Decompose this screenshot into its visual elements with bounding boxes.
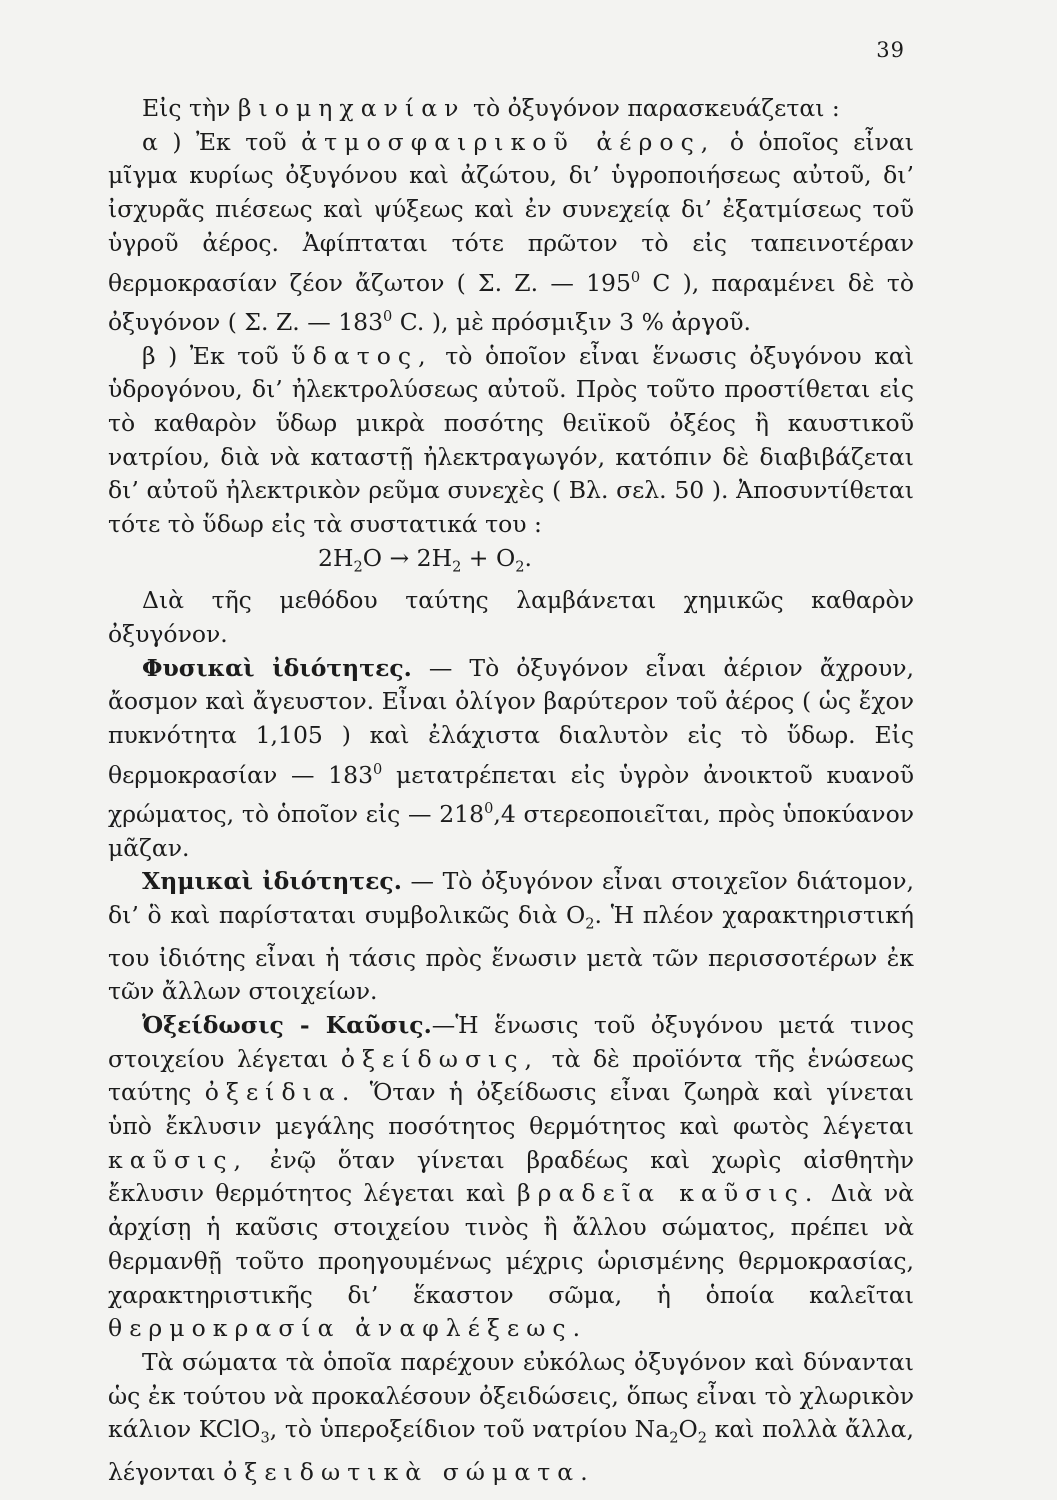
paragraph-industry-intro: Εἰς τὴν βιομηχανίαν τὸ ὀξυγόνον παρασκευάζεται : bbox=[142, 94, 840, 122]
page-number: 39 bbox=[876, 38, 905, 62]
heading-chemical-properties: Χημικαὶ ἰδιότητες. bbox=[142, 867, 402, 896]
paragraph-oxidizing-bodies: Τὰ σώματα τὰ ὁποῖα παρέχουν εὐκόλως ὀξυγόνον καὶ δύνανται ὡς ἐκ τούτου νὰ προκαλέσουν ὀξειδώσεις, ὅπως εἶναι τὸ χλωρικὸν κάλιον KClO$_3$, τὸ ὑπεροξείδιον τοῦ νατρίου $Na_2O_2$ καὶ πολλὰ ἄλλα, λέγονται ὀξειδωτικὰ σώματα. bbox=[108, 1348, 914, 1486]
paragraph-from-water: β ) Ἐκ τοῦ ὕδατος, τὸ ὁποῖον εἶναι ἕνωσις ὀξυγόνου καὶ ὑδρογόνου, δι’ ἠλεκτρολύσεως αὐτοῦ. Πρὸς τοῦτο προστίθεται εἰς τὸ καθαρὸν ὕδωρ μικρὰ ποσότης θειϊκοῦ ὀξέος ἢ καυστικοῦ νατρίου, διὰ νὰ καταστῇ ἠλεκτραγωγόν, κατόπιν δὲ διαβιβάζεται δι’ αὐτοῦ ἠλεκτρικὸν ρεῦμα συνεχὲς ( Βλ. σελ. 50 ). Ἀποσυντίθεται τότε τὸ ὕδωρ εἰς τὰ συστατικά του : bbox=[108, 341, 914, 539]
paragraph-physical-properties: Φυσικαὶ ἰδιότητες. — Τὸ ὀξυγόνον εἶναι ἀέριον ἄχρουν, ἄοσμον καὶ ἄγευστον. Εἶναι ὀλίγον βαρύτερον τοῦ ἀέρος ( ὡς ἔχον πυκνότητα 1,105 ) καὶ ἐλάχιστα διαλυτὸν εἰς τὸ ὕδωρ. Εἰς θερμοκρασίαν — $183^0$ μετατρέπεται εἰς ὑγρὸν ἀνοικτοῦ κυανοῦ χρώματος, τὸ ὁποῖον εἰς — $218^0,4$ στερεοποιεῖται, πρὸς ὑποκύανον μᾶζαν. bbox=[108, 653, 915, 862]
paragraph-chemical-properties: Χημικαὶ ἰδιότητες. — Τὸ ὀξυγόνον εἶναι στοιχεῖον διάτομον, δι’ ὃ καὶ παρίσταται συμβολικῶς διὰ $O_2$. Ἡ πλέον χαρακτηριστική του ἰδιότης εἶναι ἡ τάσις πρὸς ἕνωσιν μετὰ τῶν περισσοτέρων ἐκ τῶν ἄλλων στοιχείων. bbox=[108, 867, 915, 1006]
spaced-term-oxides: ὀξείδια. bbox=[204, 1078, 357, 1107]
paragraph-method-result: Διὰ τῆς μεθόδου ταύτης λαμβάνεται χημικῶς καθαρὸν ὀξυγόνον. bbox=[108, 586, 914, 648]
paragraph-from-air: α ) Ἐκ τοῦ ἀτμοσφαιρικοῦ ἀέρος, ὁ ὁποῖος εἶναι μῖγμα κυρίως ὀξυγόνου καὶ ἀζώτου, δι’ ὑγροποιήσεως αὐτοῦ, δι’ ἰσχυρᾶς πιέσεως καὶ ψύξεως καὶ ἐν συνεχείᾳ δι’ ἐξατμίσεως τοῦ ὑγροῦ ἀέρος. Ἀφίπταται τότε πρῶτον τὸ εἰς ταπεινοτέραν θερμοκρασίαν ζέον ἄζωτον ( Σ. Ζ. — $195^0$ C ), παραμένει δὲ τὸ ὀξυγόνον ( Σ. Ζ. — $183^0$ C. ), μὲ πρόσμιξιν 3 % ἀργοῦ. bbox=[108, 127, 914, 336]
spaced-term-oxidizing-bodies: ὀξειδωτικὰ σώματα. bbox=[223, 1457, 595, 1486]
electrolysis-formula: $2H_2O \to 2H_2 + O_2$. bbox=[318, 543, 532, 576]
spaced-term-oxidation: ὀξείδωσις, bbox=[340, 1044, 540, 1073]
spaced-term-ignition-temperature: θερμοκρασία ἀναφλέξεως. bbox=[108, 1314, 588, 1343]
spaced-term-industry: βιομηχανίαν bbox=[237, 94, 466, 122]
page-body bbox=[108, 92, 914, 1490]
spaced-term-atmospheric-air: ἀτμοσφαιρικοῦ ἀέρος, bbox=[301, 127, 716, 156]
heading-physical-properties: Φυσικαὶ ἰδιότητες. bbox=[142, 653, 412, 682]
heading-oxidation-combustion: Ὀξείδωσις - Καῦσις. bbox=[142, 1010, 432, 1039]
spaced-term-slow-combustion: βραδεῖα καῦσις. bbox=[516, 1179, 820, 1208]
spaced-term-water: ὕδατος, bbox=[291, 341, 433, 370]
paragraph-oxidation-combustion: Ὀξείδωσις - Καῦσις.—Ἡ ἕνωσις τοῦ ὀξυγόνου μετά τινος στοιχείου λέγεται ὀξείδωσις, τὰ δὲ προϊόντα τῆς ἑνώσεως ταύτης ὀξείδια. Ὅταν ἡ ὀξείδωσις εἶναι ζωηρὰ καὶ γίνεται ὑπὸ ἔκλυσιν μεγάλης ποσότητος θερμότητος καὶ φωτὸς λέγεται καῦσις, ἐνῷ ὅταν γίνεται βραδέως καὶ χωρὶς αἰσθητὴν ἔκλυσιν θερμότητος λέγεται καὶ βραδεῖα καῦσις. Διὰ νὰ ἀρχίσῃ ἡ καῦσις στοιχείου τινὸς ἢ ἄλλου σώματος, πρέπει νὰ θερμανθῇ τοῦτο προηγουμένως μέχρις ὡρισμένης θερμοκρασίας, χαρακτηριστικῆς δι’ ἕκαστον σῶμα, ἡ ὁποία καλεῖται θερμοκρασία ἀναφλέξεως. bbox=[108, 1010, 914, 1343]
spaced-term-combustion: καῦσις, bbox=[108, 1145, 249, 1174]
